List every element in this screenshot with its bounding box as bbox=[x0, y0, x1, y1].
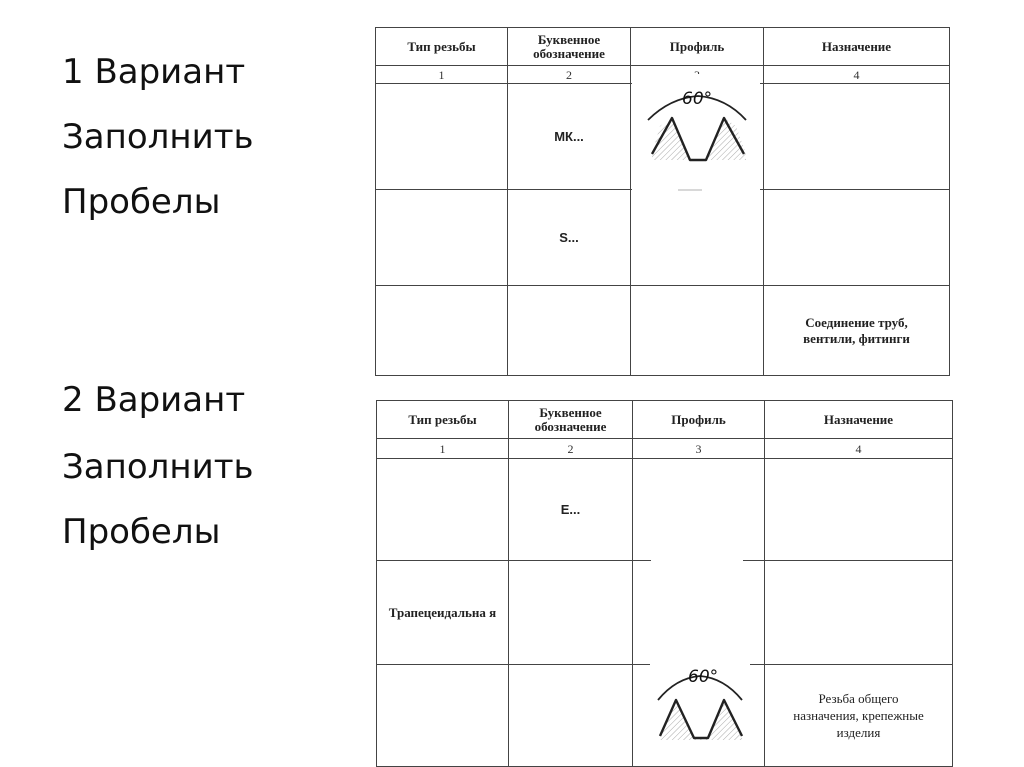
table2-col-number: 4 bbox=[765, 439, 953, 459]
table-row bbox=[377, 561, 953, 665]
table2-col-number: 3 bbox=[633, 439, 765, 459]
table2-header-row bbox=[377, 401, 953, 439]
table2-cell-trapezoidal bbox=[377, 561, 509, 665]
table1-col-number: 1 bbox=[376, 66, 508, 84]
table1-header-designation: Буквенное обозначение bbox=[508, 28, 631, 66]
table2-cell-designation-e: E... bbox=[509, 459, 633, 561]
table1-purpose-text: Соединение труб, вентили, фитинги bbox=[803, 314, 910, 346]
table1-cell-designation-mk: МК... bbox=[508, 84, 631, 190]
variant1-instruction-line1: Заполнить bbox=[62, 117, 254, 157]
table1-cell-r2c4[interactable] bbox=[764, 190, 950, 286]
thread-profile-60-icon bbox=[640, 78, 756, 192]
table2-header-profile: Профиль bbox=[633, 401, 765, 439]
table1-cell-r3c1[interactable] bbox=[376, 286, 508, 376]
table2-cell-r3c1[interactable] bbox=[377, 665, 509, 767]
table1-header-thread-type: Тип резьбы bbox=[376, 28, 508, 66]
table2-col-number: 2 bbox=[509, 439, 633, 459]
table2-header-thread-type: Тип резьбы bbox=[377, 401, 509, 439]
table1-cell-purpose-pipes bbox=[764, 286, 950, 376]
table2-cell-r1c1[interactable] bbox=[377, 459, 509, 561]
table2-number-row bbox=[377, 439, 953, 459]
table2-cell-r2c3[interactable] bbox=[633, 561, 765, 665]
table1-cell-r1c4[interactable] bbox=[764, 84, 950, 190]
table2-purpose-text: Резьба общего назначения, крепежные изделия bbox=[793, 691, 924, 740]
variant1-instruction-line2: Пробелы bbox=[62, 182, 221, 222]
table2-cell-r2c4[interactable] bbox=[765, 561, 953, 665]
table1-cell-r3c3[interactable] bbox=[631, 286, 764, 376]
angle-label: 60° bbox=[688, 667, 719, 687]
table2-cell-purpose-general bbox=[765, 665, 953, 767]
table1-cell-r2c3[interactable] bbox=[631, 190, 764, 286]
thread-profile-60-icon bbox=[650, 660, 750, 764]
table1-cell-r2c1[interactable] bbox=[376, 190, 508, 286]
table2-header-purpose: Назначение bbox=[765, 401, 953, 439]
table1-header-purpose: Назначение bbox=[764, 28, 950, 66]
variant2-title: 2 Вариант bbox=[62, 380, 246, 420]
table-row bbox=[376, 286, 950, 376]
table2-cell-r1c4[interactable] bbox=[765, 459, 953, 561]
variant2-instruction-line2: Пробелы bbox=[62, 512, 221, 552]
table1-col-number: 4 bbox=[764, 66, 950, 84]
table2-col-number: 1 bbox=[377, 439, 509, 459]
variant1-title: 1 Вариант bbox=[62, 52, 246, 92]
table2-cell-r3c2[interactable] bbox=[509, 665, 633, 767]
angle-label: 60° bbox=[682, 89, 713, 109]
table2-trapezoidal-text: Трапецеидальна я bbox=[388, 604, 497, 620]
table1-header-profile: Профиль bbox=[631, 28, 764, 66]
table1-cell-designation-s: S... bbox=[508, 190, 631, 286]
table2-header-designation: Буквенное обозначение bbox=[509, 401, 633, 439]
table2-cell-r2c2[interactable] bbox=[509, 561, 633, 665]
table1-cell-r1c1[interactable] bbox=[376, 84, 508, 190]
table-row bbox=[376, 190, 950, 286]
table1-col-number: 2 bbox=[508, 66, 631, 84]
table1-cell-r3c2[interactable] bbox=[508, 286, 631, 376]
table1-header-row bbox=[376, 28, 950, 66]
table2-profile-gap bbox=[651, 461, 743, 565]
variant2-instruction-line1: Заполнить bbox=[62, 447, 254, 487]
